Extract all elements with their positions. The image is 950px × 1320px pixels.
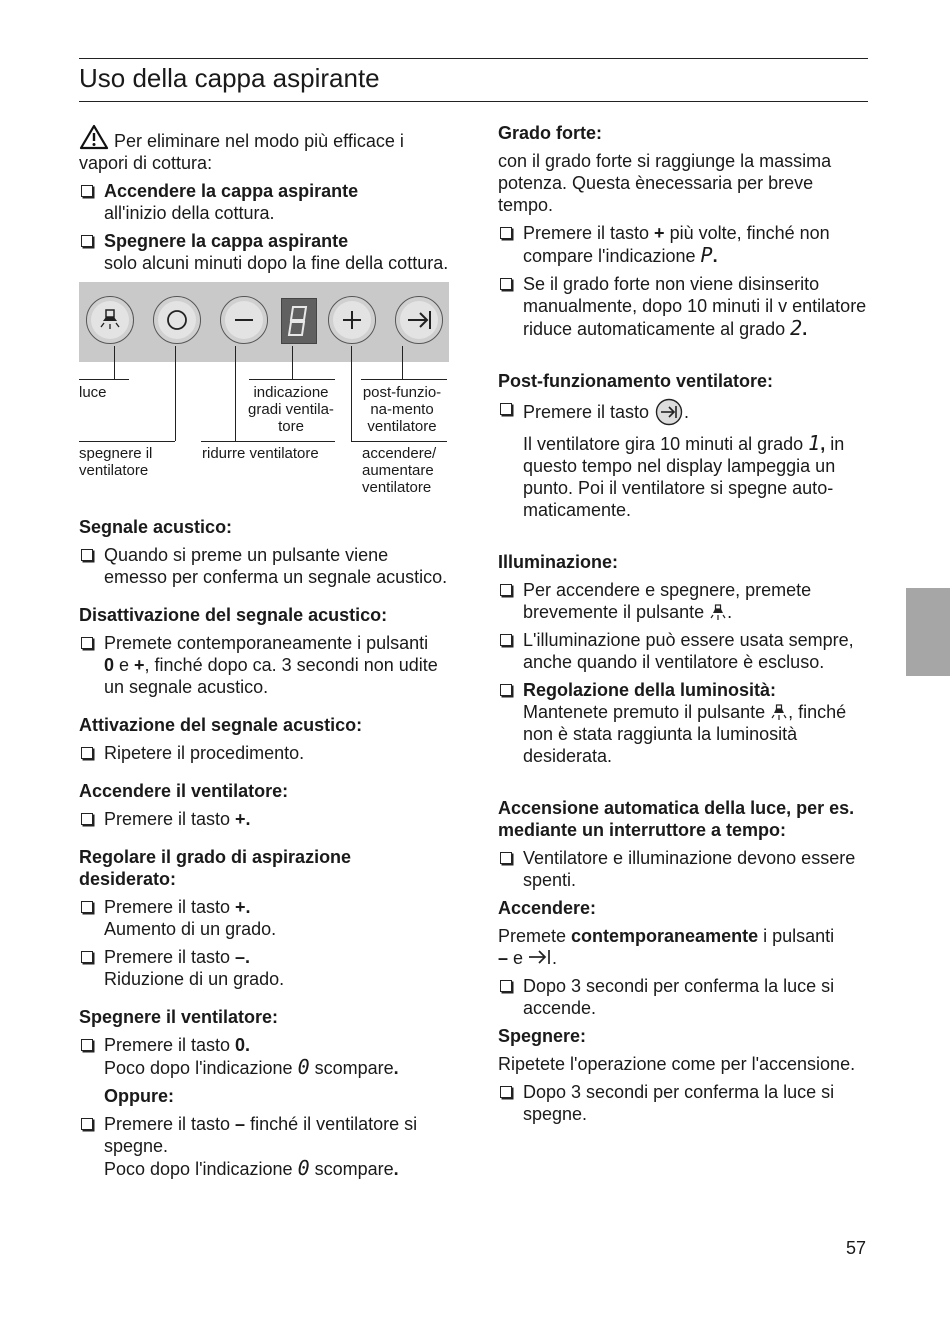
control-panel-diagram: [79, 282, 449, 512]
arrow-bar-circle-icon: [654, 398, 684, 426]
accendere-luce-text: Premete contemporaneamente i pulsanti – e .: [498, 926, 835, 968]
post-description: Il ventilatore gira 10 minuti al grado 1, in questo tempo nel display lampeggia un punto. Poi il ventilatore si spegne auto-maticamente.: [523, 431, 845, 520]
grado-forte-item-2: Se il grado forte non viene disinserito manualmente, dopo 10 minuti il v entilatore riduce automaticamente al grado 2.: [498, 273, 870, 340]
intro-item-spegnere: Spegnere la cappa aspirante solo alcuni minuti dopo la fine della cottura.: [79, 230, 451, 274]
leader-line: [79, 441, 175, 442]
intro-item-accendere: Accendere la cappa aspirante all'inizio della cottura.: [79, 180, 451, 224]
regolare-item-plus: Premere il tasto +. Aumento di un grado.: [79, 896, 451, 940]
plus-button: [328, 296, 376, 344]
heading-accendere: Accendere il ventilatore:: [79, 781, 289, 801]
light-button: [86, 296, 134, 344]
leader-line: [114, 346, 115, 379]
after-run-button: [395, 296, 443, 344]
minus-icon: [221, 297, 267, 343]
leader-line: [235, 346, 236, 441]
page-number: 57: [846, 1238, 867, 1258]
page-title: Uso della cappa aspirante: [79, 63, 380, 93]
leader-line: [292, 346, 293, 379]
illuminazione-item-2: L'illuminazione può essere usata sempre, anche quando il ventilatore è escluso.: [498, 629, 870, 673]
label-indicazione: indicazione gradi ventila- tore: [248, 384, 334, 435]
leader-line: [249, 379, 335, 380]
oppure-label: Oppure:: [104, 1086, 174, 1106]
automatica-item: Ventilatore e illuminazione devono essere spenti.: [498, 847, 870, 891]
arrow-bar-icon: [396, 297, 442, 343]
label-accendere: accendere/ aumentare ventilatore: [362, 445, 437, 496]
leader-line: [79, 379, 129, 380]
grado-forte-item-1: Premere il tasto + più volte, finché non compare l'indicazione P.: [498, 222, 870, 267]
heading-illuminazione: Illuminazione:: [498, 552, 619, 572]
intro-paragraph: Per eliminare nel modo più efficace i vapori di cottura:: [79, 124, 451, 174]
light-icon: [87, 297, 133, 343]
heading-segnale: Segnale acustico:: [79, 517, 233, 537]
heading-accensione-automatica: Accensione automatica della luce, per es. mediante un interruttore a tempo:: [498, 798, 855, 840]
label-spegnere: spegnere il ventilatore: [79, 445, 153, 479]
segnale-item: Quando si preme un pulsante viene emesso per conferma un segnale acustico.: [79, 544, 451, 588]
left-column: [79, 124, 451, 1186]
post-item: Premere il tasto .: [498, 398, 870, 426]
minus-button: [220, 296, 268, 344]
spegnere-luce-text: Ripetete l'operazione come per l'accensione.: [498, 1054, 856, 1074]
off-button: [153, 296, 201, 344]
heading-attivazione: Attivazione del segnale acustico:: [79, 715, 363, 735]
regolare-item-minus: Premere il tasto –. Riduzione di un grado.: [79, 946, 451, 990]
heading-spegnere: Spegnere il ventilatore:: [79, 1007, 279, 1027]
accendere-item: Premere il tasto +.: [79, 808, 451, 830]
label-ridurre: ridurre ventilatore: [202, 445, 319, 462]
heading-accendere-luce: Accendere:: [498, 898, 597, 918]
spegnere-luce-item: Dopo 3 secondi per conferma la luce si spegne.: [498, 1081, 870, 1125]
arrow-bar-icon: [528, 948, 552, 966]
spegnere-item-minus: Premere il tasto – finché il ventilatore si spegne. Poco dopo l'indicazione 0 scompare.: [79, 1113, 451, 1180]
light-icon: [770, 704, 788, 722]
grado-forte-text: con il grado forte si raggiunge la massima potenza. Questa ènecessaria per breve tempo.: [498, 151, 832, 215]
leader-line: [402, 346, 403, 379]
plus-icon: [329, 297, 375, 343]
heading-post-funzionamento: Post-funzionamento ventilatore:: [498, 371, 774, 391]
label-luce: luce: [79, 384, 107, 401]
leader-line: [351, 441, 447, 442]
disattivazione-item: Premete contemporaneamente i pulsanti 0 e +, finché dopo ca. 3 secondi non udite un segnale acustico.: [79, 632, 451, 698]
heading-spegnere-luce: Spegnere:: [498, 1026, 587, 1046]
right-column: [498, 122, 870, 1131]
light-icon: [709, 604, 727, 622]
segment-eight-icon: [282, 299, 316, 343]
title-rule: [79, 101, 868, 102]
attivazione-item: Ripetere il procedimento.: [79, 742, 451, 764]
warning-icon: [79, 124, 109, 150]
heading-disattivazione: Disattivazione del segnale acustico:: [79, 605, 388, 625]
fan-level-display: [281, 298, 317, 344]
leader-line: [361, 379, 447, 380]
circle-icon: [154, 297, 200, 343]
illuminazione-item-3: Regolazione della luminosità: Mantenete premuto il pulsante , finché non è stata raggiunta la luminosità desiderata.: [498, 679, 870, 767]
top-rule: [79, 58, 868, 59]
spegnere-item-0: Premere il tasto 0. Poco dopo l'indicazione 0 scompare.: [79, 1034, 451, 1079]
illuminazione-item-1: Per accendere e spegnere, premete brevemente il pulsante .: [498, 579, 870, 623]
heading-regolare: Regolare il grado di aspirazione desiderato:: [79, 847, 352, 889]
leader-line: [175, 346, 176, 441]
leader-line: [351, 346, 352, 441]
leader-line: [201, 441, 335, 442]
heading-grado-forte: Grado forte:: [498, 123, 603, 143]
section-tab: [906, 588, 950, 676]
accendere-luce-item: Dopo 3 secondi per conferma la luce si accende.: [498, 975, 870, 1019]
label-post-funzionamento: post-funzio- na-mento ventilatore: [362, 384, 442, 435]
